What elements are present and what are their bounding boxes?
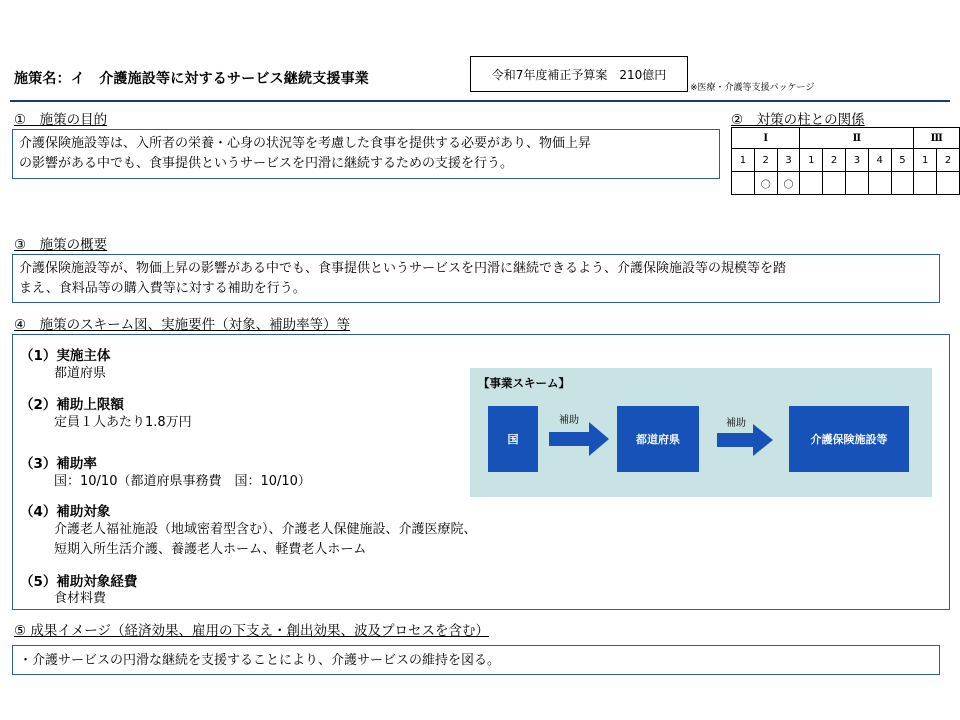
pillar-mark <box>937 172 960 195</box>
pillar-number: 1 <box>800 149 823 172</box>
budget-box <box>470 56 688 92</box>
scheme-box-facility <box>789 406 909 472</box>
item-eligible-cost-text: 食材料費 <box>54 591 107 606</box>
item-subsidy-cap-text: 定員１人あたり1.8万円 <box>54 415 192 430</box>
pillar-number: 4 <box>868 149 891 172</box>
pillar-number: 3 <box>777 149 800 172</box>
pillar-number: 2 <box>937 149 960 172</box>
item-subsidy-rate-head: （3）補助率 <box>20 456 97 472</box>
pillar-number: 5 <box>891 149 914 172</box>
section3-text-line1: 介護保険施設等が、物価上昇の影響がある中でも、食事提供というサービスを円滑に継続できるよう、介護保険施設等の規模等を踏 <box>19 261 787 276</box>
pillar-mark <box>800 172 823 195</box>
pillar-group-2: Ⅱ <box>800 128 914 149</box>
section1-heading: ① 施策の目的 <box>14 112 108 128</box>
pillar-mark <box>846 172 869 195</box>
item-subsidy-target-text-line1: 介護老人福祉施設（地域密着型含む）、介護老人保健施設、介護医療院、 <box>54 522 477 537</box>
arrow-right-icon <box>717 424 773 456</box>
pillar-number: 3 <box>846 149 869 172</box>
scheme-box-national-label: 国 <box>507 433 519 446</box>
pillar-group-3: Ⅲ <box>914 128 960 149</box>
scheme-title: 【事業スキーム】 <box>478 376 570 390</box>
item-subsidy-target-head: （4）補助対象 <box>20 504 111 520</box>
scheme-box-prefecture-label: 都道府県 <box>636 433 680 446</box>
section1-text-line2: の影響がある中でも、食事提供というサービスを円滑に継続するための支援を行う。 <box>19 156 514 171</box>
item-subsidy-rate-text: 国：10/10（都道府県事務費 国：10/10） <box>54 474 311 489</box>
scheme-box-national <box>488 406 538 472</box>
pillar-mark <box>914 172 937 195</box>
pillar-mark: 〇 <box>777 172 800 195</box>
header-divider <box>10 100 950 102</box>
item-implementing-body-text: 都道府県 <box>54 366 107 381</box>
pillar-number: 1 <box>732 149 755 172</box>
arrow-right-icon <box>549 422 609 456</box>
pillar-mark <box>732 172 755 195</box>
section2-heading: ② 対策の柱との関係 <box>731 112 865 128</box>
section1-box <box>12 129 720 179</box>
section3-heading: ③ 施策の概要 <box>14 237 108 253</box>
scheme-box-facility-label: 介護保険施設等 <box>810 433 888 446</box>
section3-box <box>12 254 940 303</box>
item-subsidy-target-text-line2: 短期入所生活介護、養護老人ホーム、軽費老人ホーム <box>54 542 367 557</box>
page-title: 施策名：イ 介護施設等に対するサービス継続支援事業 <box>14 71 369 87</box>
pillar-group-1: Ⅰ <box>732 128 800 149</box>
pillar-mark: 〇 <box>754 172 777 195</box>
scheme-box-prefecture <box>617 406 699 472</box>
item-subsidy-cap-head: （2）補助上限額 <box>20 397 124 413</box>
section5-box <box>12 645 940 675</box>
scheme-arrow1-label: 補助 <box>559 415 579 426</box>
section4-heading: ④ 施策のスキーム図、実施要件（対象、補助率等）等 <box>14 317 351 333</box>
pillar-number: 2 <box>823 149 846 172</box>
section5-heading: ⑤ 成果イメージ（経済効果、雇用の下支え・創出効果、波及プロセスを含む） <box>14 623 489 639</box>
pillar-mark <box>868 172 891 195</box>
pillar-mark <box>823 172 846 195</box>
section5-text: ・介護サービスの円滑な継続を支援することにより、介護サービスの維持を図る。 <box>19 653 501 668</box>
pillar-number: 2 <box>754 149 777 172</box>
section3-text-line2: まえ、食料品等の購入費等に対する補助を行う。 <box>19 281 306 296</box>
pillars-mark-row <box>732 172 960 195</box>
budget-note: ※医療・介護等支援パッケージ <box>690 83 815 93</box>
pillar-mark <box>891 172 914 195</box>
item-eligible-cost-head: （5）補助対象経費 <box>20 574 138 590</box>
pillars-group-row <box>732 128 960 149</box>
budget-amount: 令和7年度補正予算案 210億円 <box>491 67 667 82</box>
section1-text-line1: 介護保険施設等は、入所者の栄養・心身の状況等を考慮した食事を提供する必要があり、物価上昇 <box>19 136 592 151</box>
item-implementing-body-head: （1）実施主体 <box>20 348 111 364</box>
scheme-arrow2-label: 補助 <box>726 418 746 429</box>
pillars-table <box>731 127 960 195</box>
pillar-number: 1 <box>914 149 937 172</box>
pillars-number-row <box>732 149 960 172</box>
